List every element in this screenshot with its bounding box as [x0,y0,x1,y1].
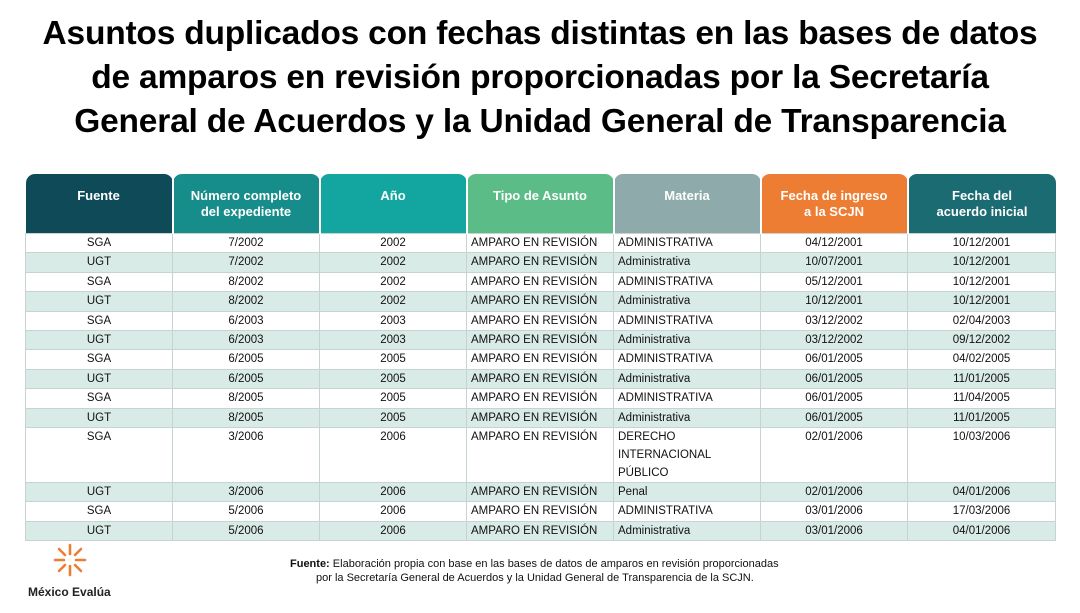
header-fecha-ingreso: Fecha de ingreso a la SCJN [761,174,908,234]
cell-tipo-asunto: AMPARO EN REVISIÓN [467,427,614,482]
cell-fuente: UGT [26,482,173,501]
table-row [26,427,1056,482]
cell-tipo-asunto: AMPARO EN REVISIÓN [467,482,614,501]
cell-anio: 2003 [320,330,467,349]
cell-fecha-acuerdo: 10/03/2006 [908,427,1056,482]
cell-fuente: UGT [26,521,173,540]
header-numero-expediente: Número completo del expediente [173,174,320,234]
cell-materia: Administrativa [614,408,761,427]
cell-materia: Administrativa [614,521,761,540]
cell-materia: ADMINISTRATIVA [614,234,761,253]
cell-materia: Administrativa [614,369,761,388]
source-text-line-2: por la Secretaría General de Acuerdos y la Unidad General de Transparencia de la SCJN. [316,572,754,584]
table-row [26,330,1056,349]
cell-tipo-asunto: AMPARO EN REVISIÓN [467,234,614,253]
cell-numero-expediente: 3/2006 [173,482,320,501]
cell-fuente: SGA [26,389,173,408]
cell-materia: Administrativa [614,292,761,311]
cell-fecha-ingreso: 03/12/2002 [761,311,908,330]
duplicates-table [25,174,1056,541]
table-row [26,502,1056,521]
cell-tipo-asunto: AMPARO EN REVISIÓN [467,521,614,540]
cell-anio: 2005 [320,350,467,369]
data-table-container [25,174,1055,541]
cell-numero-expediente: 6/2005 [173,369,320,388]
cell-fuente: SGA [26,272,173,291]
header-tipo-asunto: Tipo de Asunto [467,174,614,234]
table-row [26,369,1056,388]
cell-tipo-asunto: AMPARO EN REVISIÓN [467,389,614,408]
title-line-3: General de Acuerdos y la Unidad General de Transparencia [74,103,1006,140]
cell-anio: 2006 [320,521,467,540]
cell-fuente: SGA [26,502,173,521]
header-fuente: Fuente [26,174,173,234]
cell-anio: 2002 [320,234,467,253]
cell-anio: 2002 [320,292,467,311]
cell-numero-expediente: 8/2005 [173,389,320,408]
cell-numero-expediente: 3/2006 [173,427,320,482]
table-row [26,272,1056,291]
cell-tipo-asunto: AMPARO EN REVISIÓN [467,502,614,521]
cell-numero-expediente: 8/2002 [173,272,320,291]
cell-anio: 2006 [320,502,467,521]
table-row [26,311,1056,330]
table-body [26,234,1056,541]
cell-fuente: SGA [26,350,173,369]
cell-tipo-asunto: AMPARO EN REVISIÓN [467,369,614,388]
title-line-2: de amparos en revisión proporcionadas por la Secretaría [91,59,989,96]
cell-fecha-ingreso: 06/01/2005 [761,408,908,427]
cell-materia: Administrativa [614,253,761,272]
mexico-evalua-logo [28,542,118,602]
cell-fecha-acuerdo: 04/01/2006 [908,482,1056,501]
table-row [26,253,1056,272]
cell-fecha-acuerdo: 10/12/2001 [908,292,1056,311]
cell-fecha-ingreso: 03/01/2006 [761,521,908,540]
cell-numero-expediente: 7/2002 [173,253,320,272]
page-title [0,12,1080,144]
table-row [26,408,1056,427]
cell-materia: ADMINISTRATIVA [614,311,761,330]
cell-fuente: UGT [26,253,173,272]
cell-fecha-ingreso: 04/12/2001 [761,234,908,253]
cell-anio: 2002 [320,272,467,291]
cell-fuente: SGA [26,234,173,253]
cell-tipo-asunto: AMPARO EN REVISIÓN [467,330,614,349]
cell-materia: Administrativa [614,330,761,349]
cell-materia: DERECHO INTERNACIONAL PÚBLICO [614,427,761,482]
table-row [26,350,1056,369]
cell-materia: ADMINISTRATIVA [614,350,761,369]
header-anio: Año [320,174,467,234]
cell-numero-expediente: 8/2002 [173,292,320,311]
source-text-line-1: Elaboración propia con base en las bases de datos de amparos en revisión proporcionadas [332,558,779,570]
cell-fecha-ingreso: 02/01/2006 [761,427,908,482]
table-row [26,482,1056,501]
cell-tipo-asunto: AMPARO EN REVISIÓN [467,350,614,369]
cell-fuente: UGT [26,330,173,349]
cell-fuente: UGT [26,292,173,311]
source-label: Fuente: [290,558,330,570]
header-materia: Materia [614,174,761,234]
cell-fecha-ingreso: 06/01/2005 [761,369,908,388]
cell-materia: ADMINISTRATIVA [614,389,761,408]
cell-fecha-acuerdo: 09/12/2002 [908,330,1056,349]
cell-fecha-ingreso: 03/01/2006 [761,502,908,521]
cell-fuente: UGT [26,369,173,388]
cell-numero-expediente: 5/2006 [173,502,320,521]
cell-fecha-acuerdo: 02/04/2003 [908,311,1056,330]
logo-text: México Evalúa [28,585,111,599]
starburst-logo-icon [52,542,88,578]
source-note [290,557,810,585]
table-row [26,292,1056,311]
cell-tipo-asunto: AMPARO EN REVISIÓN [467,253,614,272]
cell-numero-expediente: 6/2003 [173,311,320,330]
table-row [26,521,1056,540]
cell-fecha-ingreso: 02/01/2006 [761,482,908,501]
cell-anio: 2002 [320,253,467,272]
table-row [26,234,1056,253]
header-fecha-acuerdo: Fecha del acuerdo inicial [908,174,1056,234]
cell-anio: 2006 [320,427,467,482]
cell-fuente: SGA [26,311,173,330]
cell-fecha-acuerdo: 10/12/2001 [908,272,1056,291]
cell-fecha-ingreso: 06/01/2005 [761,350,908,369]
table-row [26,389,1056,408]
cell-fecha-ingreso: 10/07/2001 [761,253,908,272]
cell-fecha-acuerdo: 04/02/2005 [908,350,1056,369]
cell-anio: 2005 [320,369,467,388]
cell-fecha-acuerdo: 11/01/2005 [908,408,1056,427]
cell-fecha-ingreso: 05/12/2001 [761,272,908,291]
cell-tipo-asunto: AMPARO EN REVISIÓN [467,292,614,311]
cell-tipo-asunto: AMPARO EN REVISIÓN [467,311,614,330]
cell-anio: 2005 [320,408,467,427]
cell-numero-expediente: 5/2006 [173,521,320,540]
cell-tipo-asunto: AMPARO EN REVISIÓN [467,272,614,291]
cell-anio: 2003 [320,311,467,330]
cell-anio: 2005 [320,389,467,408]
cell-numero-expediente: 6/2003 [173,330,320,349]
cell-numero-expediente: 7/2002 [173,234,320,253]
cell-fecha-ingreso: 03/12/2002 [761,330,908,349]
cell-fecha-acuerdo: 11/01/2005 [908,369,1056,388]
cell-materia: ADMINISTRATIVA [614,502,761,521]
cell-numero-expediente: 6/2005 [173,350,320,369]
cell-fuente: SGA [26,427,173,482]
cell-fecha-acuerdo: 04/01/2006 [908,521,1056,540]
cell-numero-expediente: 8/2005 [173,408,320,427]
cell-fecha-acuerdo: 17/03/2006 [908,502,1056,521]
header-row [26,174,1056,234]
cell-fecha-acuerdo: 11/04/2005 [908,389,1056,408]
cell-fecha-ingreso: 10/12/2001 [761,292,908,311]
cell-materia: ADMINISTRATIVA [614,272,761,291]
title-line-1: Asuntos duplicados con fechas distintas en las bases de datos [42,15,1038,52]
cell-fecha-ingreso: 06/01/2005 [761,389,908,408]
cell-tipo-asunto: AMPARO EN REVISIÓN [467,408,614,427]
cell-fecha-acuerdo: 10/12/2001 [908,253,1056,272]
cell-fecha-acuerdo: 10/12/2001 [908,234,1056,253]
cell-materia: Penal [614,482,761,501]
cell-fuente: UGT [26,408,173,427]
cell-anio: 2006 [320,482,467,501]
